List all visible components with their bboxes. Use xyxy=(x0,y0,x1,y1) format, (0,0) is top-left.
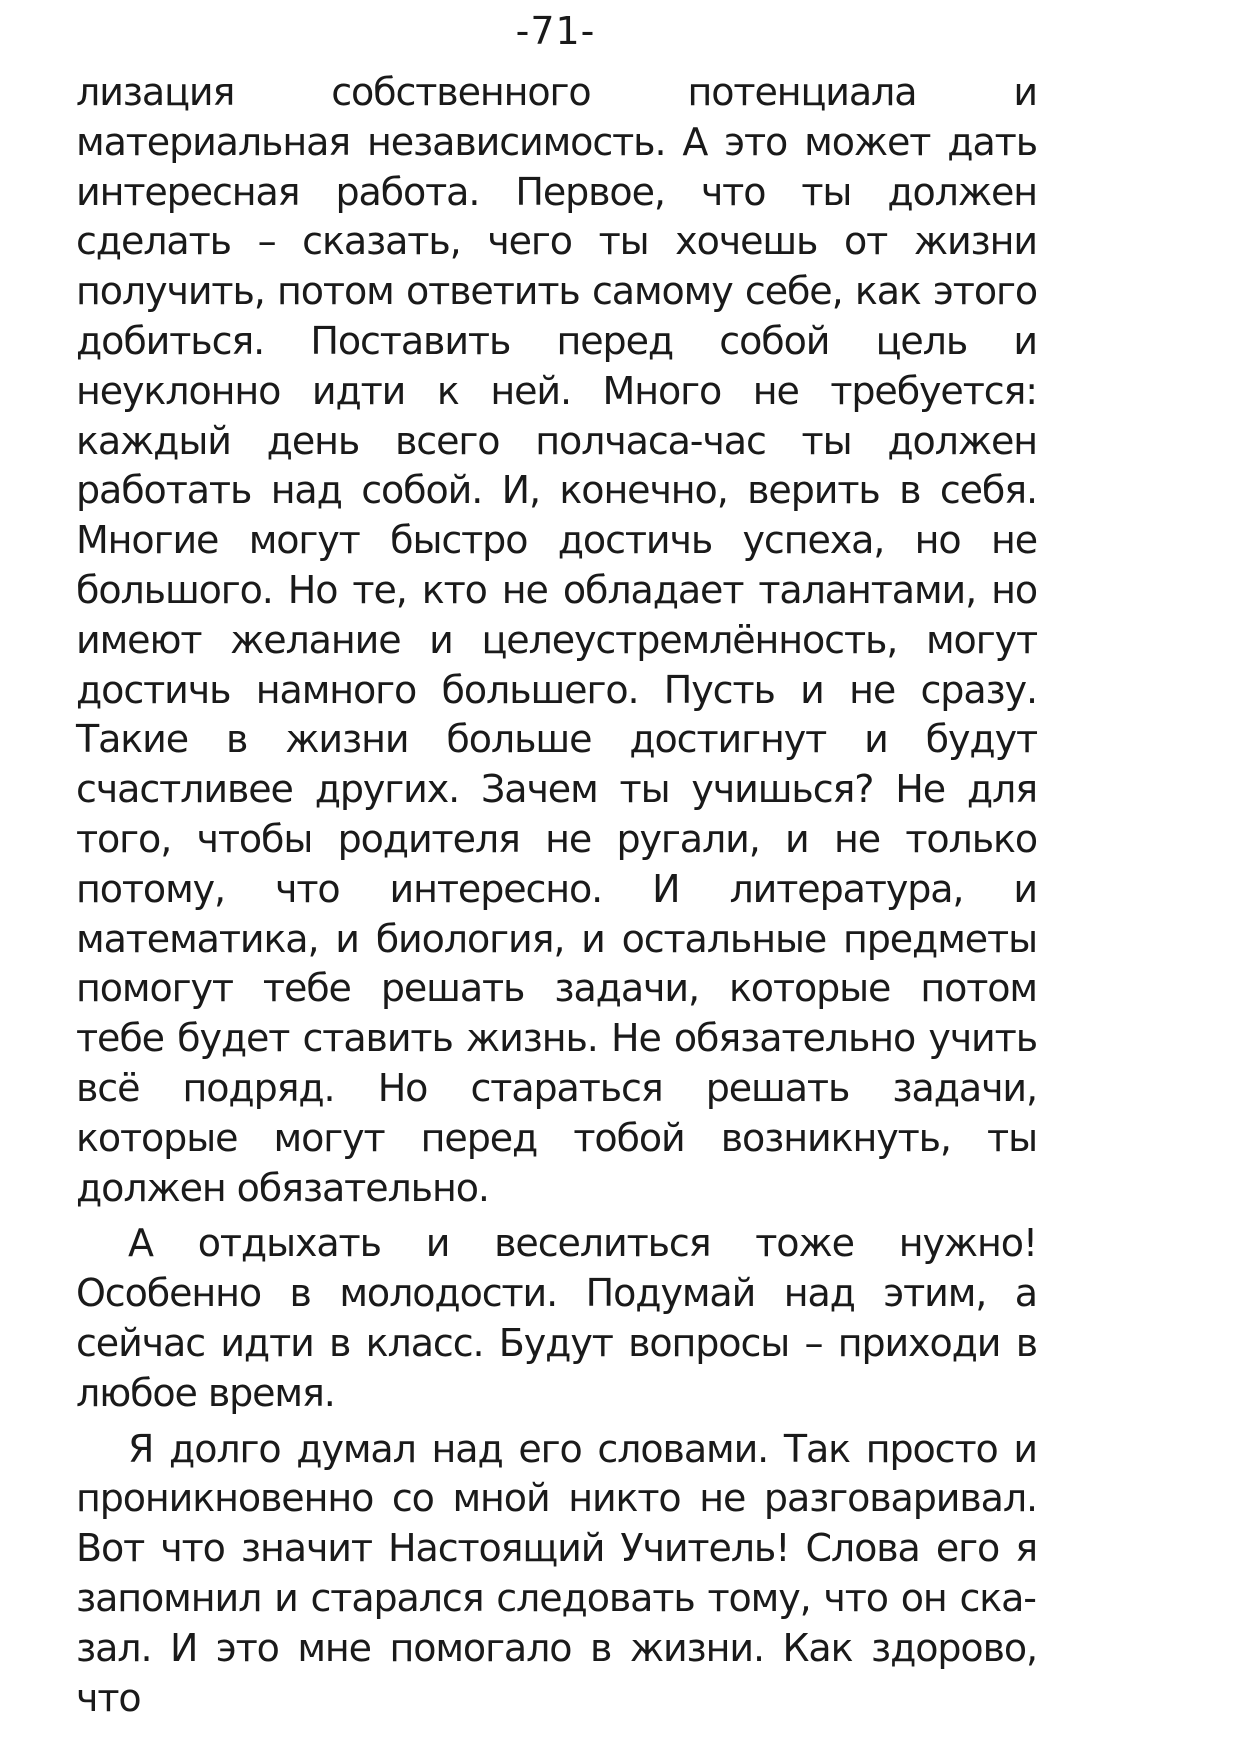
page-number: -71- xyxy=(515,9,596,53)
paragraph-1: лизация собственного потенциала и материальная независимость. А это может дать интересная работа. Первое, что ты должен сделать – сказать, чего ты хочешь от жизни получить, потом ответить самому себе, как этого добиться. Поставить перед собой цель и неуклонно идти к ней. Много не требуется: каждый день всего полчаса-час ты должен работать над собой. И, конечно, верить в себя. Многие могут быстро достичь успеха, но не большого. Но те, кто не обладает талантами, но имеют желание и целеустремлённость, могут достичь намного большего. Пусть и не сразу. Такие в жизни больше достигнут и будут счастливее других. Зачем ты учишься? Не для того, чтобы родителя не ругали, и не только потому, что интересно. И литература, и математика, и биология, и остальные предметы помогут тебе решать задачи, которые потом тебе будет ставить жизнь. Не обязательно учить всё подряд. Но стараться решать задачи, которые могут перед тобой возникнуть, ты должен обязательно. xyxy=(76,70,1037,1210)
paragraph-3: Я долго думал над его словами. Так просто и проникновенно со мной никто не разговаривал. Вот что значит Настоящий Учитель! Слова его я запомнил и старался следовать тому, что он сказал. И это мне помогало в жизни. Как здорово, что xyxy=(76,1426,1037,1720)
paragraph-2: А отдыхать и веселиться тоже нужно! Особенно в молодости. Подумай над этим, а сейчас идти в класс. Будут вопросы – приходи в любое время. xyxy=(76,1221,1037,1415)
body-text xyxy=(76,68,1037,1723)
